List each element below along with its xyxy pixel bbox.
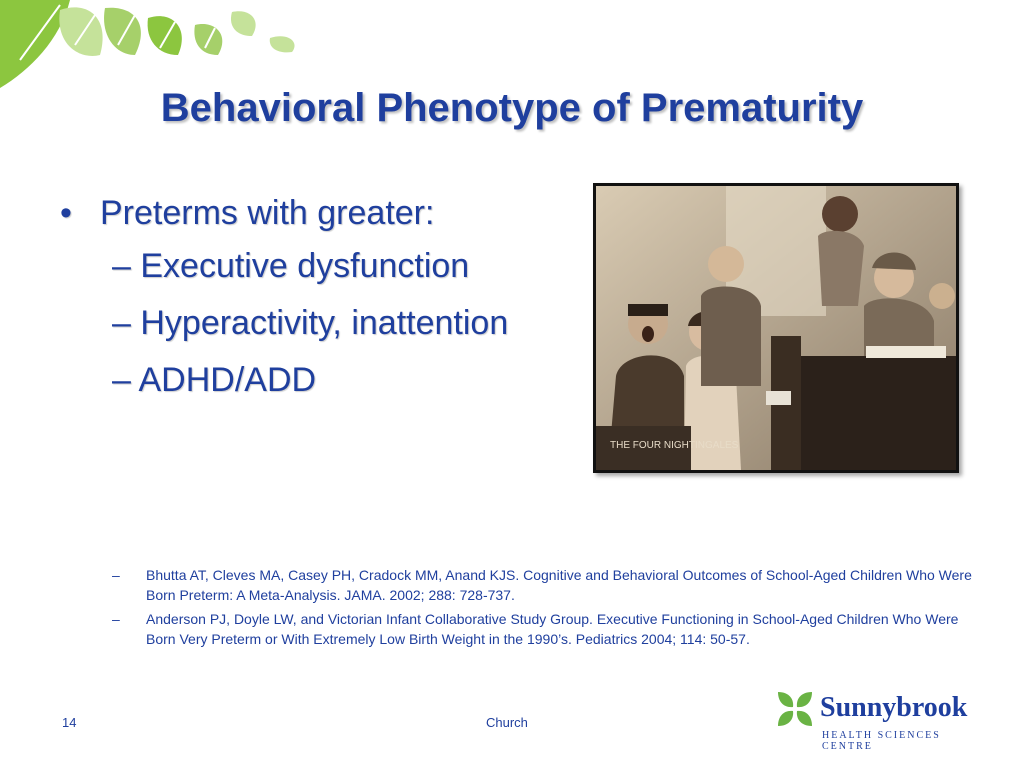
leaf-logo-icon <box>776 690 814 728</box>
main-bullet <box>60 188 620 238</box>
reference-item <box>112 609 972 649</box>
reference-dash: – <box>112 567 120 583</box>
slide-title: Behavioral Phenotype of Prematurity <box>160 86 864 130</box>
children-piano-illustration <box>596 186 956 470</box>
sub-bullet-adhd: – ADHD/ADD <box>112 361 317 399</box>
sub-bullet-hyperactivity: – Hyperactivity, inattention <box>112 304 509 342</box>
footer-text: Church <box>486 715 528 730</box>
reference-text: Anderson PJ, Doyle LW, and Victorian Infant Collaborative Study Group. Executive Functioning in School-Aged Children Who Were Born Very Preterm or With Extremely Low Birth Weight in the 1990’s. Pediatrics 2004; 114: 50-57. <box>146 611 959 647</box>
references <box>112 565 972 653</box>
leaf-decoration <box>0 0 320 100</box>
sunnybrook-logo <box>776 690 991 752</box>
bullet-list <box>60 188 620 409</box>
photo-caption: THE FOUR NIGHTINGALES <box>610 440 739 451</box>
reference-dash: – <box>112 611 120 627</box>
logo-subtitle: HEALTH SCIENCES CENTRE <box>822 730 941 752</box>
sub-bullet-executive: – Executive dysfunction <box>112 247 470 285</box>
vintage-photo <box>593 183 959 473</box>
reference-item <box>112 565 972 605</box>
bullet-glyph: • <box>60 194 72 232</box>
main-bullet-text: Preterms with greater: <box>100 194 435 232</box>
reference-text: Bhutta AT, Cleves MA, Casey PH, Cradock MM, Anand KJS. Cognitive and Behavioral Outcomes of School-Aged Children Who Were Born Preterm: A Meta-Analysis. JAMA. 2002; 288: 728-737. <box>146 567 972 603</box>
page-number: 14 <box>62 715 77 730</box>
logo-name: Sunnybrook <box>820 692 968 723</box>
